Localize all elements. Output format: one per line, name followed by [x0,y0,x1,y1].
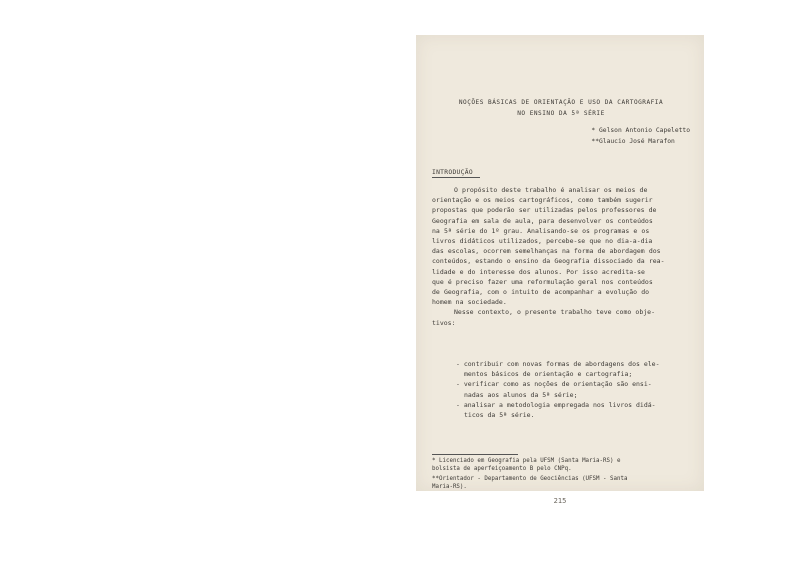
author-2: **Glaucio José Marafon [591,138,675,145]
list-item: - verificar como as noções de orientação são ensi- [456,380,652,389]
document-title [436,97,686,119]
body-line: das escolas, ocorrem semelhanças na forma de abordagem dos [432,247,661,256]
list-item-continuation: ticos da 5ª série. [464,411,535,420]
footnotes [432,458,694,491]
footnote-line: bolsista de aperfeiçoamento B pelo CNPq. [432,465,572,472]
author-list [591,125,690,147]
body-line: Nesse contexto, o presente trabalho teve como obje- [454,308,655,317]
body-line: Geografia em sala de aula, para desenvolver os conteúdos [432,216,653,225]
heading-underline [432,177,480,178]
body-line: conteúdos, estando o ensino da Geografia dissociado da rea- [432,257,665,266]
objectives-list [456,359,696,420]
scanned-page [416,35,704,505]
body-line: na 5ª série do 1º grau. Analisando-se os programas e os [432,226,650,235]
footnote-line: **Orientador - Departamento de Geociências (UFSM - Santa [432,476,628,483]
body-line: livros didáticos utilizados, percebe-se que no dia-a-dia [432,237,653,246]
body-line: O propósito deste trabalho é analisar os meios de [454,186,648,194]
body-line: homem na sociedade. [432,298,507,307]
title-line-1: NOÇÕES BÁSICAS DE ORIENTAÇÃO E USO DA CARTOGRAFIA [458,99,664,106]
body-line: propostas que poderão ser utilizadas pelos professores de [432,206,657,215]
body-line: lidade e do interesse dos alunos. Por isso acredita-se [432,267,645,276]
body-line: tivos: [432,318,456,327]
body-paragraphs [432,185,694,328]
author-1: * Gelson Antonio Capeletto [591,127,690,134]
body-line: que é preciso fazer uma reformulação geral nos conteúdos [432,277,653,286]
list-item: - contribuir com novas formas de abordagens dos ele- [456,360,660,368]
footnote-line: * Licenciado em Geografia pela UFSM (Santa Maria-RS) e [432,458,621,464]
footnote-line: Maria-RS). [432,483,467,490]
list-item-continuation: nadas aos alunos da 5ª série; [464,390,578,399]
page-number: 215 [553,497,567,505]
footnote-separator [432,454,518,455]
section-heading: INTRODUÇÃO [432,169,473,176]
body-line: orientação e os meios cartográficos, como também sugerir [432,196,653,205]
body-line: de Geografia, com o intuito de acompanhar a evolução do [432,288,650,297]
title-line-2: NO ENSINO DA 5ª SÉRIE [517,110,605,117]
list-item: - analisar a metodologia empregada nos livros didá- [456,400,656,409]
list-item-continuation: mentos básicos de orientação e cartografia; [464,370,633,379]
